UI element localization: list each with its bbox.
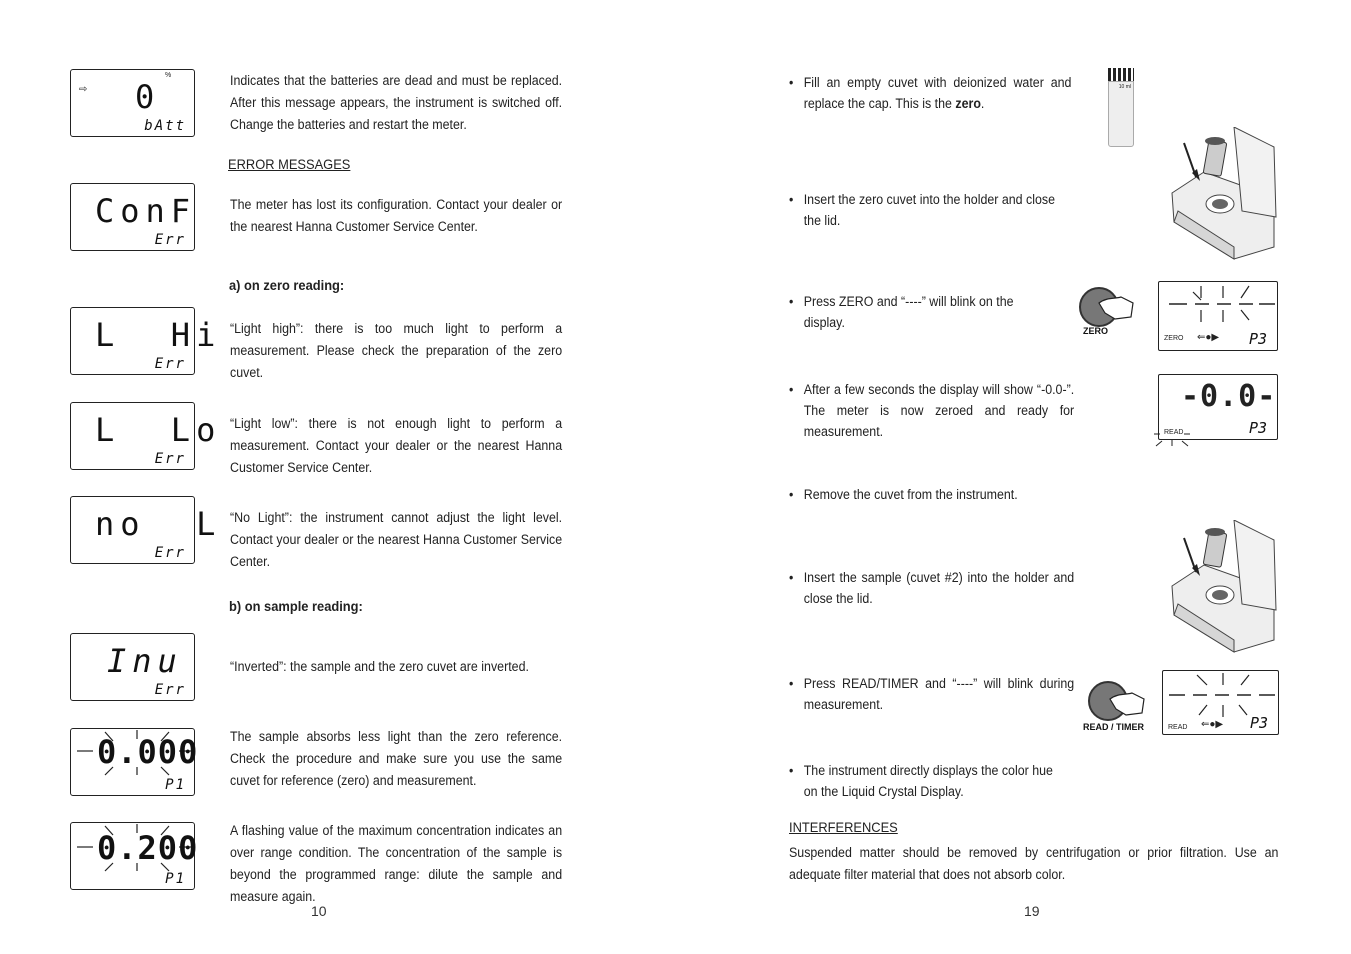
lcd-no-light (70, 496, 222, 564)
lcd-main-value: 0.000 (97, 733, 199, 771)
lcd-sub-value: Err (154, 545, 186, 561)
read-timer-button-label: READ / TIMER (1083, 722, 1145, 732)
lcd-main-value: Inu (107, 642, 183, 680)
lcd-sub-value: P1 (165, 777, 186, 793)
lcd-zero-blink (1158, 281, 1278, 351)
batt-description: Indicates that the batteries are dead and must be replaced. After this message appears, the instrument is switched off. Change the batteries and restart the meter. (230, 73, 563, 132)
sample-reading-heading: b) on sample reading: (229, 598, 363, 614)
zero-button-label: ZERO (1083, 326, 1109, 336)
lcd-main-value: L Lo (95, 411, 222, 449)
dash-blink-icon (1159, 282, 1279, 332)
cuvet-cap (1108, 68, 1134, 81)
program-indicator: P3 (1249, 714, 1268, 732)
step-press-zero: • Press ZERO and “----” will blink on the display. (789, 291, 1056, 333)
lcd-main-value: no L (95, 505, 222, 543)
step-text-end: . (980, 96, 985, 111)
lcd-main-value: 0.200 (97, 829, 199, 867)
zero-reading-heading: a) on zero reading: (229, 277, 345, 293)
meter-holder-illustration-2 (1164, 520, 1284, 655)
lcd-sub-value: Err (154, 451, 186, 467)
program-indicator: P3 (1248, 330, 1267, 348)
lcd-sub-value: Err (154, 356, 186, 372)
light-high-description: “Light high”: there is too much light to perform a measurement. Please check the preparation of the zero cuvet. (230, 321, 563, 380)
step-press-read: • Press READ/TIMER and “----” will blink during measurement. (789, 673, 1074, 715)
lcd-main-value: ConF (95, 192, 197, 230)
step-text: Fill an empty cuvet with deionized water and replace the cap. This is the (803, 75, 1072, 111)
lcd-sub-value: Err (154, 682, 186, 698)
battery-icon: ⇨ (79, 84, 88, 95)
read-indicator-label: READ (1168, 724, 1188, 731)
zero-emphasis: zero (955, 96, 981, 111)
lcd-main-value: L Hi (95, 316, 222, 354)
lcd-conf (70, 183, 195, 251)
meter-holder-illustration (1164, 127, 1284, 262)
no-light-description: “No Light”: the instrument cannot adjust the light level. Contact your dealer or the nearest Hanna Customer Service Center. (230, 510, 563, 569)
lcd-sub-value: bAtt (144, 118, 186, 134)
error-messages-heading: ERROR MESSAGES (228, 156, 351, 172)
light-low-description: “Light low”: there is not enough light to perform a measurement. Contact your dealer or the nearest Hanna Customer Service Center. (230, 416, 563, 475)
interferences-text: Suspended matter should be removed by centrifugation or prior filtration. Use an adequate filter material that does not absorb color. (789, 845, 1279, 882)
step-display-result: • The instrument directly displays the color hue on the Liquid Crystal Display. (789, 760, 1065, 802)
lcd-sub-value: Err (154, 232, 186, 248)
step-insert-sample: • Insert the sample (cuvet #2) into the holder and close the lid. (789, 567, 1074, 609)
step-display-zeroed: • After a few seconds the display will show “-0.0-”. The meter is now zeroed and ready for measurement. (789, 379, 1074, 442)
over-range-description: A flashing value of the maximum concentration indicates an over range condition. The concentration of the sample is beyond the programmed range: dilute the sample and measure again. (230, 823, 563, 904)
read-indicator-label: READ (1164, 429, 1184, 436)
program-indicator: P3 (1248, 419, 1267, 437)
lcd-main-value: -0.0- (1181, 379, 1277, 414)
zero-button-illustration (1077, 285, 1137, 335)
read-blink-marks-icon (1152, 424, 1192, 448)
lcd-light-low (70, 402, 222, 470)
percent-sign: % (165, 72, 172, 79)
pressing-hand-icon (1108, 689, 1148, 719)
read-timer-button-illustration (1082, 679, 1154, 735)
cuvet-illustration (1108, 68, 1134, 148)
lcd-batt (70, 69, 195, 137)
pressing-hand-icon (1097, 293, 1137, 323)
under-range-description: The sample absorbs less light than the zero reference. Check the procedure and make sure you use the same cuvet for reference (zero) and measurement. (230, 729, 563, 788)
interferences-heading: INTERFERENCES (789, 819, 898, 835)
page-number-left: 10 (311, 903, 327, 919)
lcd-over-range (70, 822, 199, 890)
zero-indicator-label: ZERO (1164, 335, 1184, 342)
lcd-inverted (70, 633, 195, 701)
lcd-read-blink (1162, 670, 1279, 735)
step-insert-zero: • Insert the zero cuvet into the holder and close the lid. (789, 189, 1074, 231)
lamp-arrows-icon: ⇐●▶ (1201, 719, 1224, 730)
lcd-under-range (70, 728, 199, 796)
conf-description: The meter has lost its configuration. Contact your dealer or the nearest Hanna Customer Service Center. (230, 197, 563, 234)
step-fill-cuvet (789, 72, 1071, 114)
lcd-sub-value: P1 (165, 871, 186, 887)
lcd-main-value: 0 (135, 78, 161, 116)
step-remove-cuvet: • Remove the cuvet from the instrument. (789, 484, 1074, 505)
cuvet-body (1108, 81, 1134, 147)
page-number-right: 19 (1024, 903, 1040, 919)
lcd-light-high (70, 307, 222, 375)
lamp-arrows-icon: ⇐●▶ (1197, 332, 1220, 343)
cuvet-volume-label: 10 ml (1118, 84, 1131, 90)
inverted-description: “Inverted”: the sample and the zero cuvet are inverted. (230, 659, 529, 674)
